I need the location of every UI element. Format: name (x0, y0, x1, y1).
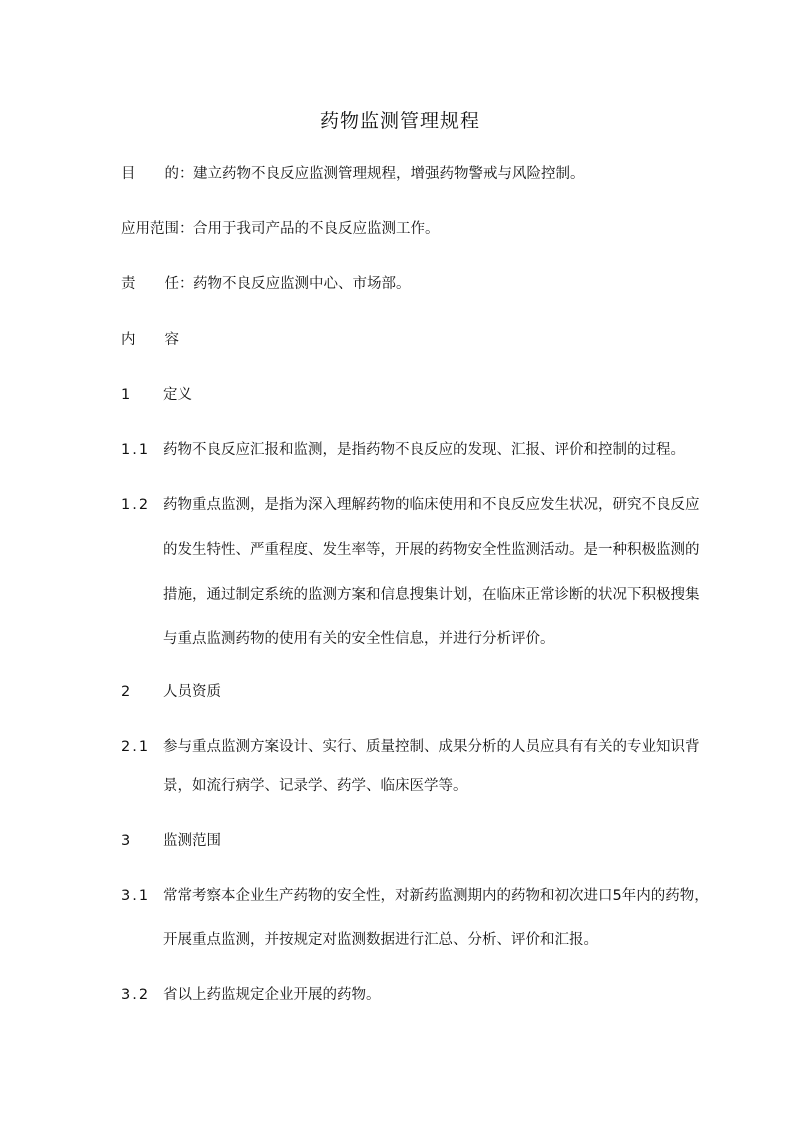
document-title: 药物监测管理规程 (319, 110, 480, 132)
section-number: 1 (121, 387, 133, 403)
clause-number: 1.2 (121, 497, 151, 513)
section-number: 2 (121, 684, 133, 700)
clause-number: 3.1 (121, 888, 151, 904)
responsibility-text: 药物不良反应监测中心、市场部。 (193, 276, 411, 292)
purpose-text-serif: 增强药物警戒与风险控制。 (410, 166, 585, 182)
clause-text-line: 药物不良反应汇报和监测，是指药物不良反应的发现、汇报、评价和控制的过程。 (163, 442, 685, 458)
clause-number: 1.1 (121, 442, 151, 458)
clause-text-line: 省以上药监规定企业开展的药物。 (163, 987, 381, 1003)
purpose-label: 目 的： (121, 166, 194, 182)
clause-text-line: 景，如流行病学、记录学、药学、临床医学等。 (163, 778, 468, 794)
clause-text-line: 措施，通过制定系统的监测方案和信息搜集计划，在临床正常诊断的状况下积极搜集 (163, 587, 700, 603)
section-number: 3 (121, 833, 133, 849)
clause-text-line: 参与重点监测方案设计、实行、质量控制、成果分析的人员应具有有关的专业知识背 (163, 739, 700, 755)
section-heading: 定义 (163, 387, 192, 403)
clause-text-line: 药物重点监测，是指为深入理解药物的临床使用和不良反应发生状况，研究不良反应 (163, 497, 700, 513)
responsibility-label: 责 任： (121, 276, 194, 292)
clause-number: 3.2 (121, 987, 151, 1003)
section-heading: 监测范围 (163, 833, 221, 849)
scope-text: 合用于我司产品的不良反应监测工作。 (193, 221, 440, 237)
clause-number: 2.1 (121, 739, 151, 755)
clause-text-line: 常常考察本企业生产药物的安全性，对新药监测期内的药物和初次进口5年内的药物， (163, 888, 709, 904)
clause-text-line: 的发生特性、严重程度、发生率等，开展的药物安全性监测活动。是一种积极监测的 (163, 542, 700, 558)
clause-text-line: 与重点监测药物的使用有关的安全性信息，并进行分析评价。 (163, 631, 555, 647)
content-heading: 内 容 (121, 332, 179, 348)
section-heading: 人员资质 (163, 684, 221, 700)
clause-text-line: 开展重点监测，并按规定对监测数据进行汇总、分析、评价和汇报。 (163, 932, 598, 948)
purpose-text: 建立药物不良反应监测管理规程， (193, 166, 411, 182)
scope-label: 应用范围： (121, 221, 194, 237)
